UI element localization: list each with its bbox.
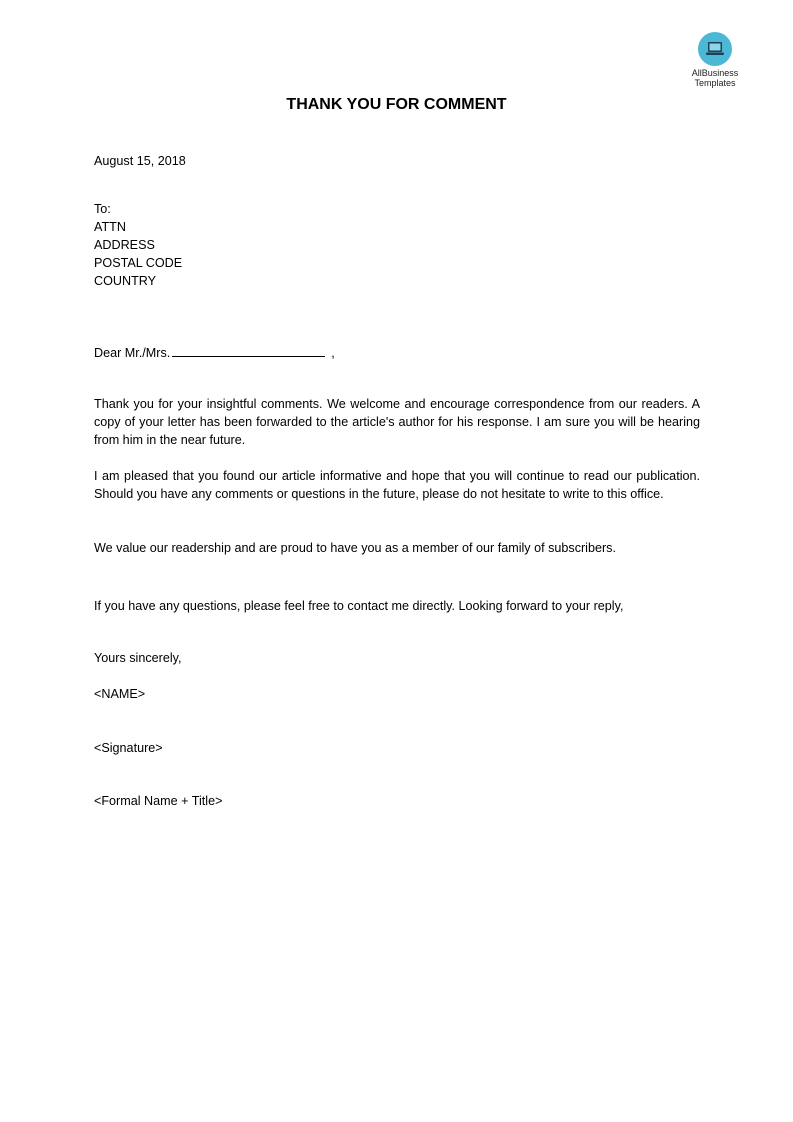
recipient-block <box>94 200 182 290</box>
logo-line-2: Templates <box>694 78 736 88</box>
recipient-country: COUNTRY <box>94 274 157 288</box>
logo-line-1: AllBusiness <box>691 68 739 78</box>
name-blank-line <box>172 344 325 357</box>
brand-logo <box>684 32 746 88</box>
recipient-address: ADDRESS <box>94 238 155 252</box>
salutation <box>94 344 335 362</box>
recipient-to: To: <box>94 202 111 216</box>
sign-off: Yours sincerely, <box>94 651 182 665</box>
laptop-icon <box>698 32 732 66</box>
sender-formal-name: <Formal Name + Title> <box>94 794 223 808</box>
letter-date: August 15, 2018 <box>94 154 186 168</box>
recipient-attn: ATTN <box>94 220 126 234</box>
logo-text <box>684 68 746 88</box>
salutation-suffix: , <box>331 346 335 360</box>
sender-name: <NAME> <box>94 687 146 701</box>
recipient-postal-code: POSTAL CODE <box>94 256 183 270</box>
sender-signature: <Signature> <box>94 741 163 755</box>
body-paragraph-1: Thank you for your insightful comments. We welcome and encourage correspondence from our readers. A copy of your letter has been forwarded to the article's author for his response. I am sure you will be hearing from him in the near future. <box>94 397 700 447</box>
document-title: THANK YOU FOR COMMENT <box>286 96 507 113</box>
body-paragraph-2: I am pleased that you found our article informative and hope that you will continue to read our publication. Should you have any comments or questions in the future, please do not hesitate to write to this office. <box>94 469 700 501</box>
body-paragraph-4: If you have any questions, please feel free to contact me directly. Looking forward to your reply, <box>94 599 624 613</box>
body-paragraph-3: We value our readership and are proud to have you as a member of our family of subscribers. <box>94 541 616 555</box>
salutation-prefix: Dear Mr./Mrs. <box>94 346 171 360</box>
